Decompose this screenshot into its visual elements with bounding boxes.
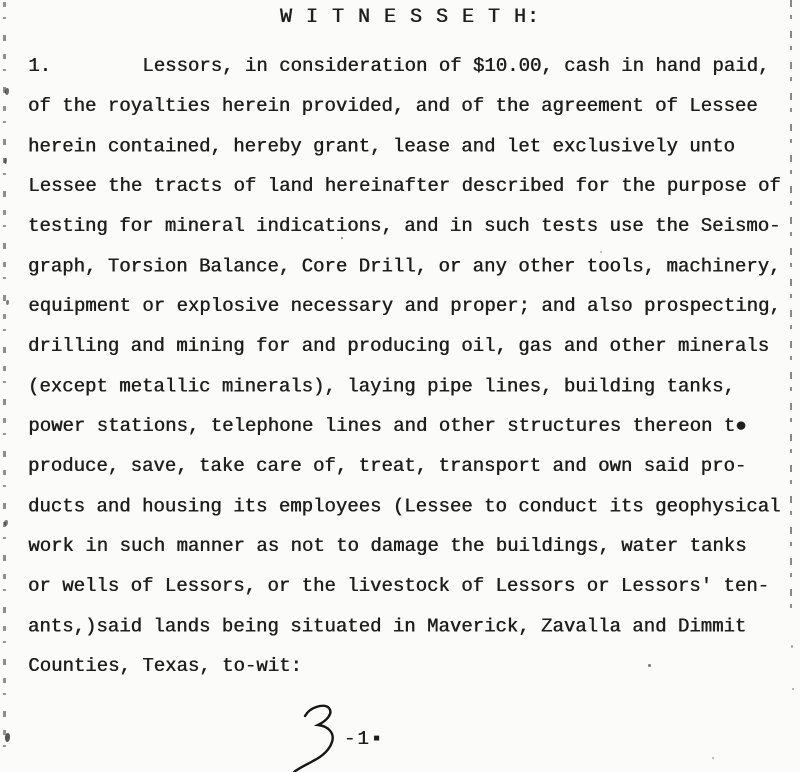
scan-blot [4, 520, 8, 526]
scan-speck [791, 645, 793, 648]
document-line: Lessee the tracts of land hereinafter described for the purpose of [28, 175, 781, 197]
handwritten-three-glyph [293, 704, 341, 772]
document-line: testing for mineral indications, and in such tests use the Seismo- [28, 215, 781, 237]
scan-speck [792, 688, 794, 690]
document-line: produce, save, take care of, treat, transport and own said pro- [28, 455, 747, 477]
document-line: ducts and housing its employees (Lessee to conduct its geophysical [28, 495, 781, 518]
scan-blot [6, 300, 9, 305]
document-line: ants,)said lands being situated in Maverick, Zavalla and Dimmit [28, 615, 747, 638]
handwritten-page-number [293, 704, 341, 772]
document-line: equipment or explosive necessary and proper; and also prospecting, [28, 295, 781, 317]
document-line: 1. Lessors, in consideration of $10.00, cash in hand paid, [28, 55, 770, 77]
typed-page-number: -1▪ [344, 728, 385, 750]
scan-blot [4, 158, 7, 164]
scan-blot [5, 88, 9, 95]
document-line: of the royalties herein provided, and of the agreement of Lessee [28, 95, 758, 117]
scan-edge-artifact-left [3, 2, 6, 752]
scan-edge-artifact-right [790, 0, 792, 608]
document-line: power stations, telephone lines and other structures thereon t● [28, 415, 747, 437]
document-heading: W I T N E S S E T H: [279, 6, 541, 29]
document-line: Counties, Texas, to-wit: [28, 655, 302, 677]
document-line: (except metallic minerals), laying pipe lines, building tanks, [28, 375, 735, 398]
page-footer [0, 700, 800, 772]
document-line: work in such manner as not to damage the buildings, water tanks [28, 535, 747, 557]
document-line: or wells of Lessors, or the livestock of Lessors or Lessors' ten- [28, 575, 770, 597]
document-line: herein contained, hereby grant, lease and let exclusively unto [28, 135, 735, 158]
document-line: graph, Torsion Balance, Core Drill, or any other tools, machinery, [28, 255, 781, 278]
document-body [28, 46, 781, 686]
document-line: drilling and mining for and producing oil, gas and other minerals [28, 335, 770, 357]
